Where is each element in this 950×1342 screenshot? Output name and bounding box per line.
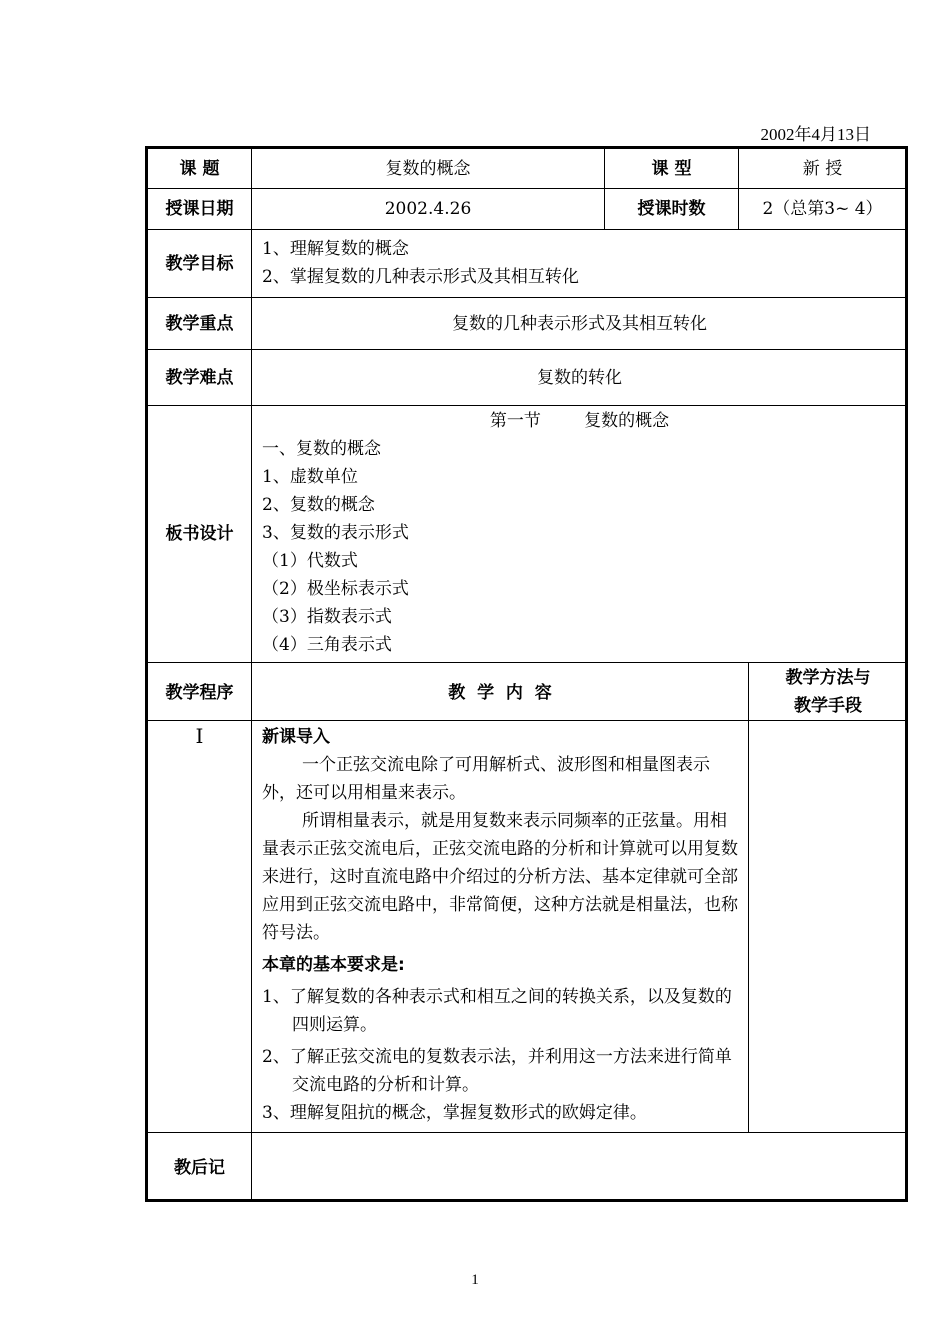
board-title: 第一节 复数的概念: [489, 411, 670, 431]
procedure-label: 教学程序: [165, 683, 234, 703]
lesson-plan-table: [145, 146, 908, 1202]
key-point-label: 教学重点: [165, 314, 234, 334]
page-number: 1: [471, 1272, 479, 1288]
hours-value: 2（总第3~ 4）: [762, 199, 883, 219]
difficulty-value: 复数的转化: [537, 368, 622, 388]
goal-item: 2、掌握复数的几种表示形式及其相互转化: [262, 267, 579, 287]
board-line: 1、虚数单位: [262, 467, 358, 487]
difficulty-label: 教学难点: [165, 368, 234, 388]
board-line: （2）极坐标表示式: [262, 579, 409, 599]
goal-item: 1、理解复数的概念: [262, 239, 409, 259]
intro-heading: 新课导入: [262, 727, 330, 747]
board-line: （3）指数表示式: [262, 607, 392, 627]
document-date: 2002年4月13日: [760, 125, 871, 144]
key-point-value: 复数的几种表示形式及其相互转化: [452, 314, 707, 334]
hours-label: 授课时数: [637, 199, 706, 219]
board-line: （4）三角表示式: [262, 635, 392, 655]
type-label: 课 型: [651, 159, 692, 179]
requirement-item: 2、了解正弦交流电的复数表示法，并利用这一方法来进行简单交流电路的分析和计算。: [262, 1047, 732, 1095]
intro-paragraph-1: 一个正弦交流电除了可用解析式、波形图和相量图表示外，还可以用相量来表示。: [262, 755, 710, 803]
teach-date-value: 2002.4.26: [384, 199, 472, 219]
board-line: （1）代数式: [262, 551, 358, 571]
type-value: 新 授: [802, 159, 843, 179]
intro-paragraph-2: 所谓相量表示，就是用复数来表示同频率的正弦量。用相量表示正弦交流电后，正弦交流电路的分析和计算就可以用复数来进行，这时直流电路中介绍过的分析方法、基本定律就可全部应用到正弦交流电路中，非常简便，这种方法就是相量法，也称符号法。: [262, 811, 738, 943]
procedure-step: Ⅰ: [195, 724, 204, 748]
date-label: 授课日期: [165, 199, 234, 219]
goals-label: 教学目标: [165, 254, 234, 274]
board-line: 一、复数的概念: [262, 439, 381, 459]
requirement-item: 3、理解复阻抗的概念，掌握复数形式的欧姆定律。: [262, 1103, 647, 1123]
board-line: 3、复数的表示形式: [262, 523, 409, 543]
goals-list: [262, 235, 579, 291]
topic-label: 课 题: [179, 159, 220, 179]
board-label: 板书设计: [165, 524, 234, 544]
board-line: 2、复数的概念: [262, 495, 375, 515]
board-lines: [262, 435, 409, 659]
notes-label: 教后记: [174, 1158, 225, 1178]
procedure-content: [262, 723, 740, 1127]
method-label: 教学方法与 教学手段: [785, 668, 871, 716]
content-label: 教 学 内 容: [448, 683, 552, 703]
requirement-item: 1、了解复数的各种表示式和相互之间的转换关系，以及复数的四则运算。: [262, 987, 732, 1035]
topic-value: 复数的概念: [385, 159, 471, 179]
requirements-heading: 本章的基本要求是:: [262, 955, 405, 975]
